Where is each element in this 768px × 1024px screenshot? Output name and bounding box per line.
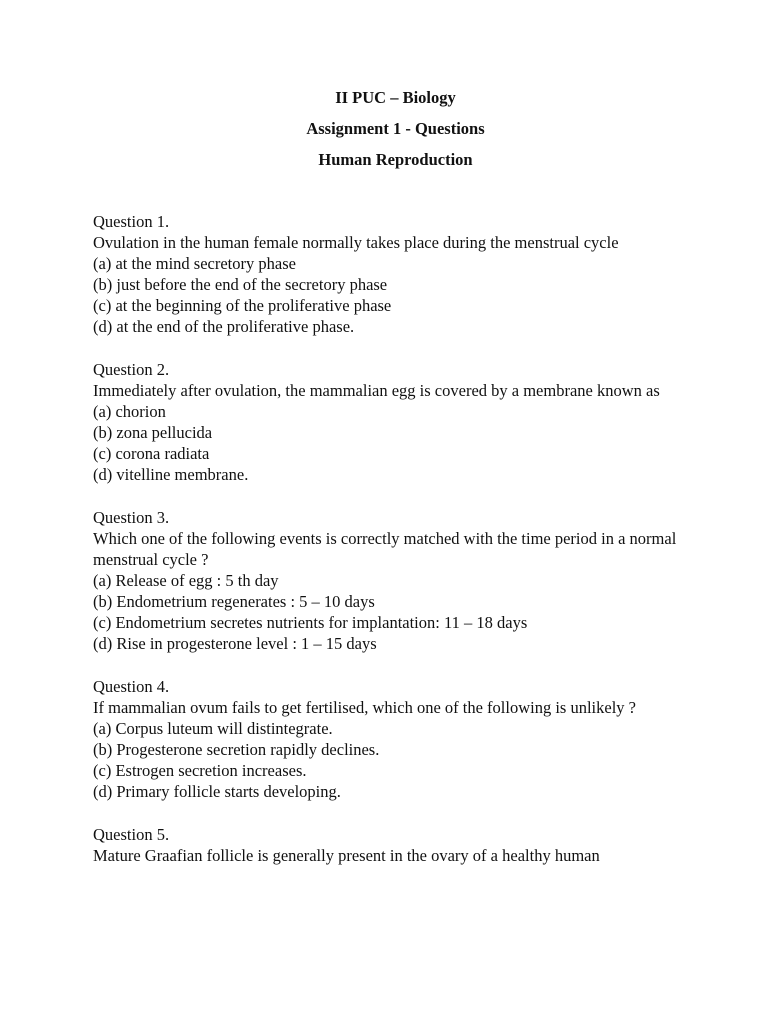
option-list xyxy=(93,570,688,654)
answer-option: (a) Corpus luteum will distintegrate. xyxy=(93,719,333,738)
option-list xyxy=(93,718,688,802)
answer-option: (b) just before the end of the secretory phase xyxy=(93,275,388,294)
question-text: Which one of the following events is correctly matched with the time period in a normal menstrual cycle ? xyxy=(93,529,677,569)
answer-option: (c) corona radiata xyxy=(93,444,210,463)
question-block xyxy=(93,359,688,485)
question-list xyxy=(93,211,688,866)
option-list xyxy=(93,253,688,337)
answer-option: (c) Endometrium secretes nutrients for implantation: 11 – 18 days xyxy=(93,613,528,632)
answer-option: (a) chorion xyxy=(93,402,166,421)
document-title: II PUC – Biology xyxy=(335,88,456,107)
question-text: Immediately after ovulation, the mammalian egg is covered by a membrane known as xyxy=(93,381,660,400)
answer-option: (d) vitelline membrane. xyxy=(93,465,249,484)
answer-option: (a) at the mind secretory phase xyxy=(93,254,296,273)
chapter-title: Human Reproduction xyxy=(318,150,473,169)
answer-option: (d) Primary follicle starts developing. xyxy=(93,782,341,801)
question-text: Ovulation in the human female normally takes place during the menstrual cycle xyxy=(93,233,619,252)
question-label: Question 1. xyxy=(93,212,170,231)
question-block xyxy=(93,211,688,337)
question-label: Question 3. xyxy=(93,508,170,527)
answer-option: (d) at the end of the proliferative phase. xyxy=(93,317,355,336)
question-block xyxy=(93,676,688,802)
question-label: Question 4. xyxy=(93,677,170,696)
question-block xyxy=(93,507,688,654)
answer-option: (b) Progesterone secretion rapidly declines. xyxy=(93,740,380,759)
question-label: Question 5. xyxy=(93,825,170,844)
question-label: Question 2. xyxy=(93,360,170,379)
answer-option: (b) zona pellucida xyxy=(93,423,213,442)
document-header xyxy=(93,87,698,170)
option-list xyxy=(93,401,688,485)
answer-option: (c) Estrogen secretion increases. xyxy=(93,761,307,780)
assignment-title: Assignment 1 - Questions xyxy=(306,119,485,138)
question-block xyxy=(93,824,688,866)
answer-option: (d) Rise in progesterone level : 1 – 15 days xyxy=(93,634,377,653)
question-text: If mammalian ovum fails to get fertilised, which one of the following is unlikely ? xyxy=(93,698,637,717)
answer-option: (a) Release of egg : 5 th day xyxy=(93,571,279,590)
question-text: Mature Graafian follicle is generally present in the ovary of a healthy human xyxy=(93,846,600,865)
answer-option: (c) at the beginning of the proliferative phase xyxy=(93,296,392,315)
answer-option: (b) Endometrium regenerates : 5 – 10 days xyxy=(93,592,375,611)
